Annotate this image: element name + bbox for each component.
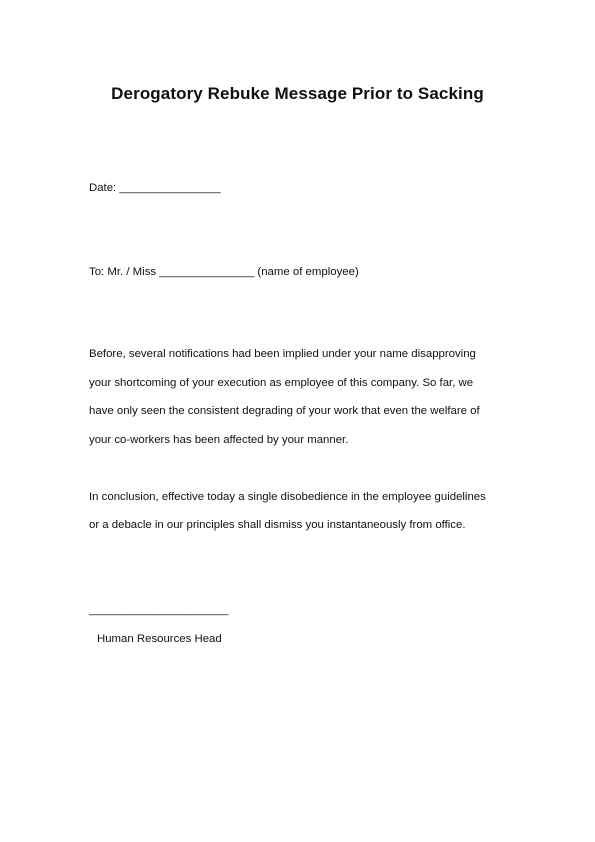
paragraph-1-line-1: Before, several notifications had been implied under your name disapproving [89,348,476,360]
signatory-title: Human Resources Head [97,633,222,645]
letter-title: Derogatory Rebuke Message Prior to Sacking [111,84,484,103]
date-line: Date: ________________ [89,182,221,194]
recipient-line: To: Mr. / Miss _______________ (name of employee) [89,266,359,278]
paragraph-2-line-2: or a debacle in our principles shall dismiss you instantaneously from office. [89,519,466,531]
paragraph-1-line-4: your co-workers has been affected by your manner. [89,434,349,446]
paragraph-1-line-3: have only seen the consistent degrading of your work that even the welfare of [89,405,480,417]
paragraph-2-line-1: In conclusion, effective today a single disobedience in the employee guidelines [89,491,486,503]
paragraph-1-line-2: your shortcoming of your execution as employee of this company. So far, we [89,377,474,389]
signature-line: ______________________ [89,604,229,616]
